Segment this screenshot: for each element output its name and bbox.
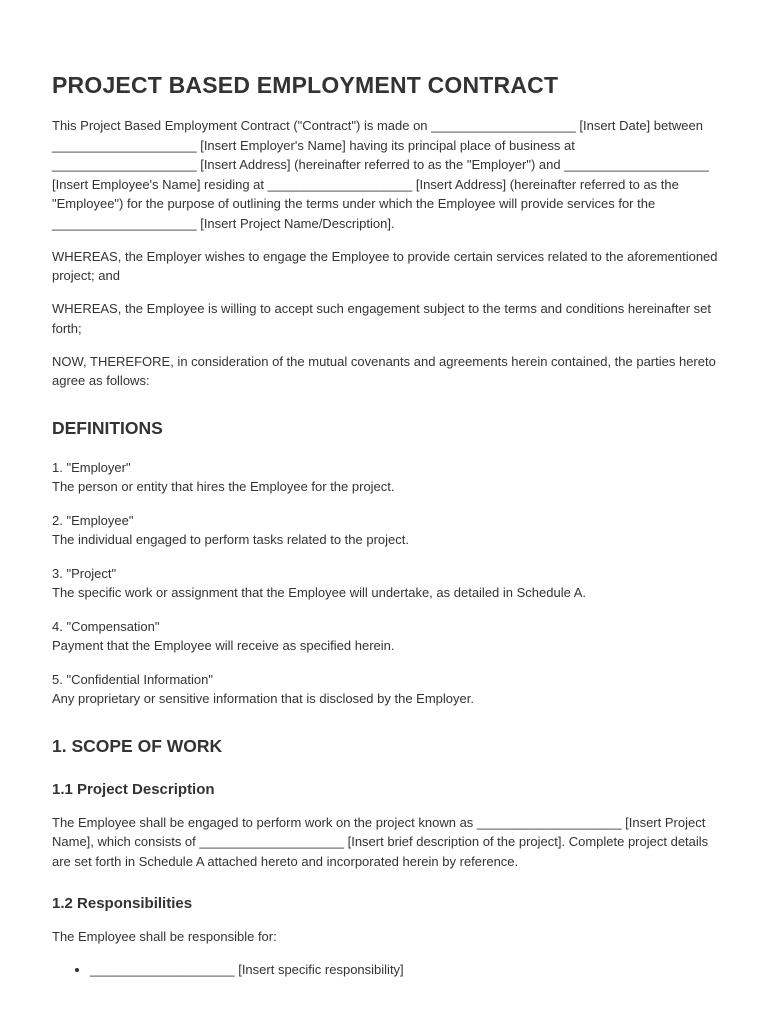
definition-item-employee <box>52 511 718 550</box>
definitions-heading: DEFINITIONS <box>52 417 163 438</box>
project-description-paragraph: The Employee shall be engaged to perform work on the project known as ____________________ [Insert Project Name], which consists of ____________________ [Insert brief description of the project]. Complete project details are set forth in Schedule A attached hereto and incorporated herein by reference. <box>52 814 709 869</box>
responsibilities-list <box>52 960 718 980</box>
definition-term: 5. "Confidential Information" <box>52 671 213 687</box>
whereas-employee-paragraph: WHEREAS, the Employee is willing to accept such engagement subject to the terms and conditions hereinafter set forth; <box>52 301 712 336</box>
definition-item-confidential-information <box>52 670 718 709</box>
page-title: PROJECT BASED EMPLOYMENT CONTRACT <box>52 72 559 98</box>
definition-description: Any proprietary or sensitive information that is disclosed by the Employer. <box>52 691 474 706</box>
now-therefore-paragraph: NOW, THEREFORE, in consideration of the mutual covenants and agreements herein contained, the parties hereto agree as follows: <box>52 353 716 388</box>
whereas-employer-paragraph: WHEREAS, the Employer wishes to engage the Employee to provide certain services related to the aforementioned project; and <box>52 248 718 283</box>
definition-item-employer <box>52 458 718 497</box>
definition-item-compensation <box>52 617 718 656</box>
intro-paragraph-parties: This Project Based Employment Contract ("Contract") is made on ____________________ [Insert Date] between ____________________ [Insert Employer's Name] having its principal place of business at ____________________ [Insert Address] (hereinafter referred to as the "Employer") and ____________________ [Insert Employee's Name] residing at ____________________ [Insert Address] (hereinafter referred to as the "Employee") for the purpose of outlining the terms under which the Employee will provide services for the ____________________ [Insert Project Name/Description]. <box>52 118 709 231</box>
definition-term: 2. "Employee" <box>52 512 134 528</box>
responsibilities-heading: 1.2 Responsibilities <box>52 895 193 912</box>
definition-description: The person or entity that hires the Employee for the project. <box>52 479 395 494</box>
responsibility-item: • ____________________ [Insert specific responsibility] <box>90 960 718 980</box>
definition-description: The specific work or assignment that the Employee will undertake, as detailed in Schedule A. <box>52 585 587 600</box>
definition-item-project <box>52 564 718 603</box>
definition-term: 3. "Project" <box>52 565 117 581</box>
project-description-heading: 1.1 Project Description <box>52 780 215 798</box>
definition-description: The individual engaged to perform tasks related to the project. <box>52 532 409 547</box>
definition-description: Payment that the Employee will receive as specified herein. <box>52 638 395 653</box>
responsibilities-intro: The Employee shall be responsible for: <box>52 929 277 944</box>
definition-term: 4. "Compensation" <box>52 618 160 634</box>
scope-of-work-heading: 1. SCOPE OF WORK <box>52 735 223 756</box>
definition-term: 1. "Employer" <box>52 459 131 475</box>
